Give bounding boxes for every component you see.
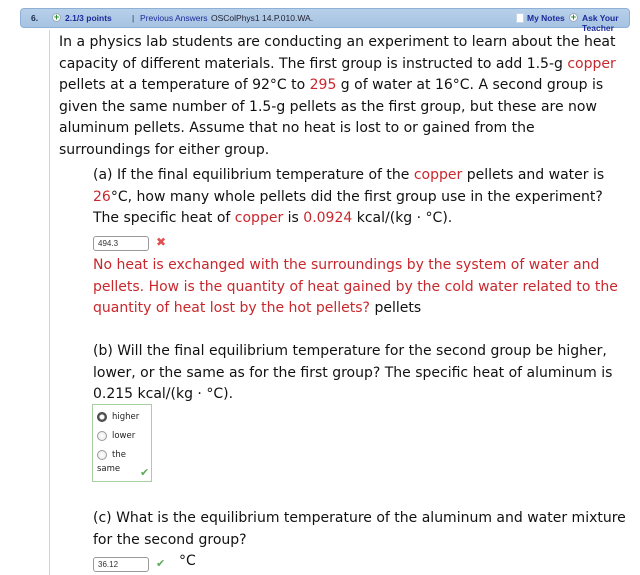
part-a-answer-input[interactable]: 494.3	[93, 236, 149, 251]
option-label: higher	[112, 412, 140, 422]
radio-selected-icon[interactable]	[97, 412, 107, 422]
part-a-text: (a) If the final equilibrium temperature of the	[93, 167, 414, 183]
radio-unselected-icon[interactable]	[97, 431, 107, 441]
part-a-question	[93, 165, 633, 230]
expand-plus-icon[interactable]: +	[53, 12, 60, 22]
question-header	[20, 8, 630, 33]
part-a-text: °C, how many whole pellets did the first group use in the experiment? The specific heat of	[93, 188, 603, 227]
incorrect-x-icon: ✖	[156, 235, 167, 249]
copper-term: copper	[413, 167, 463, 183]
part-a-hint	[93, 255, 633, 320]
part-c-answer-input[interactable]: 36.12	[93, 557, 149, 572]
my-notes-link[interactable]: My Notes	[527, 13, 565, 23]
equilibrium-temp-value: 26	[93, 188, 111, 205]
points-link[interactable]: 2.1/3 points	[65, 13, 112, 23]
radio-option-the-same[interactable]	[97, 448, 151, 474]
question-number: 6.	[31, 13, 39, 23]
specific-heat-value: 0.0924	[303, 210, 353, 227]
separator: |	[132, 13, 135, 23]
option-label: lower	[112, 431, 136, 441]
hint-text: No heat is exchanged with the surroundings by the system of water and pellets. How is the quantity of heat gained by the cold water related to the quantity of heat lost by the hot pellets?	[93, 257, 618, 317]
ask-teacher-link[interactable]: Ask Your Teacher	[582, 13, 619, 33]
part-c-question: (c) What is the equilibrium temperature of the aluminum and water mixture for the second group?	[93, 510, 626, 548]
question-body	[49, 30, 626, 575]
ask-teacher-plus-icon[interactable]: +	[570, 12, 577, 22]
water-mass-value: 295	[309, 77, 337, 94]
correct-check-icon: ✔	[156, 557, 166, 570]
radio-option-lower[interactable]	[97, 429, 135, 443]
intro-text: pellets at a temperature of 92°C to	[59, 77, 310, 94]
part-a-text: is	[283, 210, 304, 227]
part-a-text: pellets and water is	[462, 167, 605, 183]
previous-answers-link[interactable]: Previous Answers	[140, 13, 208, 23]
radio-option-higher[interactable]	[97, 410, 139, 424]
problem-statement	[59, 32, 624, 162]
part-a-text: kcal/(kg · °C).	[352, 210, 453, 227]
correct-check-icon: ✔	[140, 466, 150, 479]
part-c-unit: °C	[179, 553, 196, 569]
question-code: OSColPhys1 14.P.010.WA.	[211, 13, 314, 23]
intro-text: In a physics lab students are conducting an experiment to learn about the heat capacity of different materials. The first group is instructed to add 1.5-g	[59, 34, 616, 72]
option-label: the same	[97, 450, 126, 474]
notes-icon[interactable]	[516, 13, 524, 23]
copper-term: copper	[234, 210, 284, 227]
part-b-radio-group	[92, 404, 152, 482]
part-a-unit: pellets	[374, 300, 422, 317]
copper-term: copper	[567, 55, 616, 72]
intro-text: g of water at 16°C. A second group is given the same number of 1.5-g pellets as the first group, but these are now aluminum pellets. Assume that no heat is lost to or gained from the surroundings for either group.	[59, 77, 604, 158]
part-b-question: (b) Will the final equilibrium temperature for the second group be higher, lower, or the same as for the first group? The specific heat of aluminum is 0.215 kcal/(kg · °C).	[93, 343, 613, 403]
radio-unselected-icon[interactable]	[97, 450, 107, 460]
